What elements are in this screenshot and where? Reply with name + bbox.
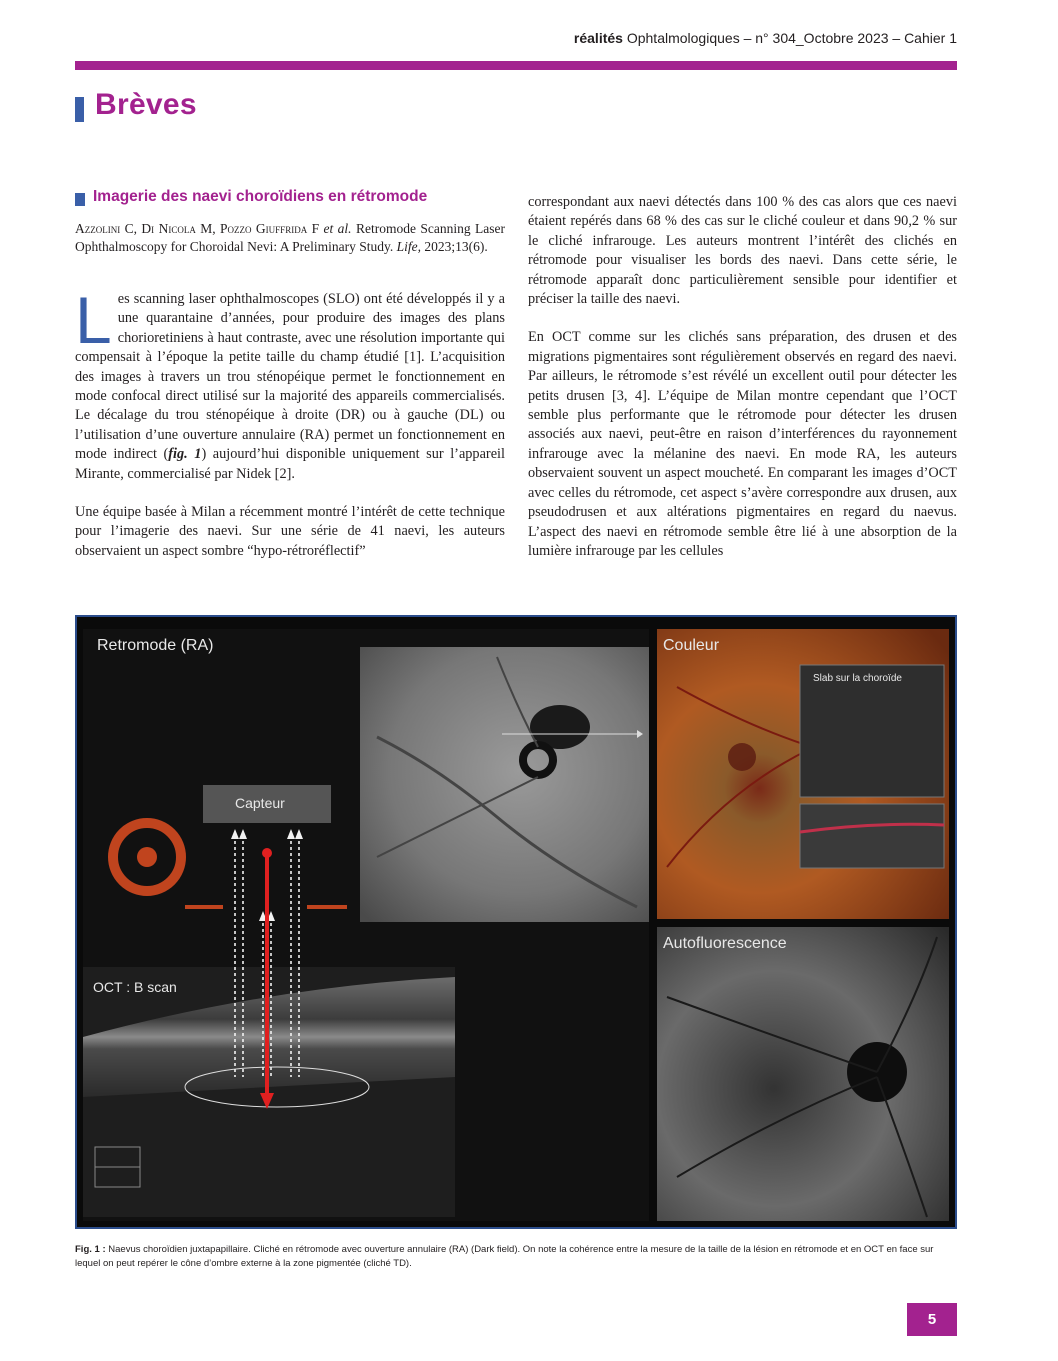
paragraph-4: En OCT comme sur les clichés sans préparation, des drusen et des migrations pigmentaires sont régulièrement observés en regard des naevi. Par ailleurs, le rétromode s’est révélé un excellent outil pour détecter les petits drusen [3, 4]. L’équipe de Milan montre cependant que l’OCT semble plus performante que le rétromode pour détecter les drusen associés aux naevi, peut-être en raison d’interférences du rayonnement infrarouge avec la mélanine des naevi. En mode RA, les auteurs observaient souvent un aspect moucheté. En comparant les images d’OCT avec celles du rétromode, cet aspect s’avère correspondre aux drusen, aux pseudodrusen et aux altérations pigmentaires en regard du naevus. L’aspect des naevi en rétromode semble être lié à une absorption de la lumière infrarouge par les cellules bbox=[528, 329, 957, 559]
paragraph-1 bbox=[75, 283, 505, 484]
figure-1 bbox=[75, 615, 957, 1229]
page-number: 5 bbox=[907, 1303, 957, 1336]
column-right bbox=[528, 193, 957, 561]
header-rule bbox=[75, 61, 957, 70]
reference-year: 2023;13(6). bbox=[421, 239, 488, 254]
section-marker-icon bbox=[75, 97, 84, 122]
reference-etal: et al. bbox=[323, 221, 352, 236]
reference-authors: Azzolini C, Di Nicola M, Pozzo Giuffrida F bbox=[75, 221, 320, 236]
figure-caption bbox=[75, 1243, 957, 1271]
caption-label: Fig. 1 : bbox=[75, 1244, 106, 1255]
label-slab: Slab sur la choroïde bbox=[813, 673, 902, 684]
figure-image bbox=[77, 617, 955, 1227]
label-retromode: Retromode (RA) bbox=[97, 637, 214, 654]
paragraph-1-end: ) aujourd’hui disponible uniquement sur l’appareil Mirante, commercialisé par Nidek [2]. bbox=[75, 446, 505, 482]
retromode-image bbox=[360, 647, 649, 922]
article-title: Imagerie des naevi choroïdiens en rétromode bbox=[93, 188, 428, 205]
reference-journal: Life, bbox=[396, 239, 421, 254]
figure-ref: fig. 1 bbox=[168, 446, 202, 463]
section-title: Brèves bbox=[95, 88, 197, 121]
header-journal: Ophtalmologiques – n° 304_Octobre 2023 – Cahier 1 bbox=[626, 30, 957, 46]
slab-image bbox=[800, 665, 944, 797]
paragraph-1-text: es scanning laser ophthalmoscopes (SLO) ont été développés il y a une quarantaine d’années, pour produire des images des plans chorioretiniens à haut contraste, avec une résolution importante qui compensait à l’époque la petite taille du champ étudié [1]. L’acquisition des images à travers un trou sténopéique permet le fonctionnement en mode confocal direct utilisé sur la majorité des appareils commercialisés. Le décalage du trou sténopéique à droite (DR) ou à gauche (DL) ou l’utilisation d’une ouverture annulaire (RA) permet un fonctionnement en mode indirect ( bbox=[75, 291, 505, 463]
reference bbox=[75, 220, 505, 256]
column-left bbox=[75, 220, 505, 561]
article-marker-icon bbox=[75, 193, 85, 206]
paragraph-2: Une équipe basée à Milan a récemment montré l’intérêt de cette technique pour l’imagerie des naevi. Sur une série de 41 naevi, les auteurs observaient un aspect sombre “hypo-rétroréflectif” bbox=[75, 504, 505, 559]
caption-text: Naevus choroïdien juxtapapillaire. Cliché en rétromode avec ouverture annulaire (RA) (Dark field). On note la cohérence entre la mesure de la taille de la lésion en rétromode et en OCT en face sur lequel on peut repérer le cône d’ombre externe à la zone pigmentée (cliché TD). bbox=[75, 1244, 934, 1269]
paragraph-3: correspondant aux naevi détectés dans 100 % des cas alors que ces naevi étaient repérés dans 68 % des cas sur le cliché couleur et dans 90,2 % sur le cliché infrarouge. Les auteurs montrent l’intérêt des clichés en rétromode pour visualiser les bords des naevi. Dans cette série, le rétromode apparaît donc particulièrement sensible pour identifier et préciser la taille des naevi. bbox=[528, 194, 957, 308]
drop-cap: L bbox=[75, 283, 112, 357]
header-brand: réalités bbox=[573, 30, 623, 46]
label-capteur: Capteur bbox=[235, 795, 285, 811]
label-couleur: Couleur bbox=[663, 637, 720, 654]
reference-text: Retromode Scanning Laser Ophthalmoscopy for Choroidal Nevi: A Preliminary Study. bbox=[75, 221, 505, 254]
running-header bbox=[574, 30, 957, 46]
label-autofluorescence: Autofluorescence bbox=[663, 935, 787, 952]
label-oct: OCT : B scan bbox=[93, 979, 177, 995]
